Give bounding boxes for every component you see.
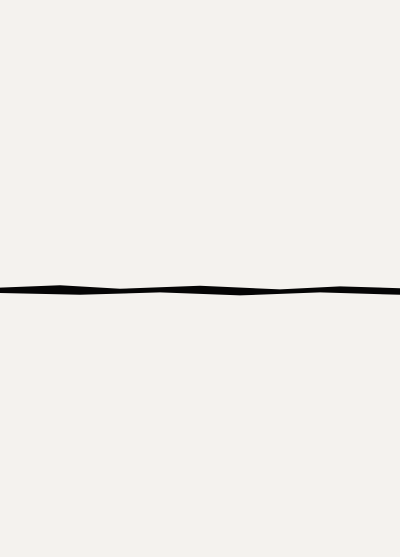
page-tear-divider — [0, 284, 400, 296]
